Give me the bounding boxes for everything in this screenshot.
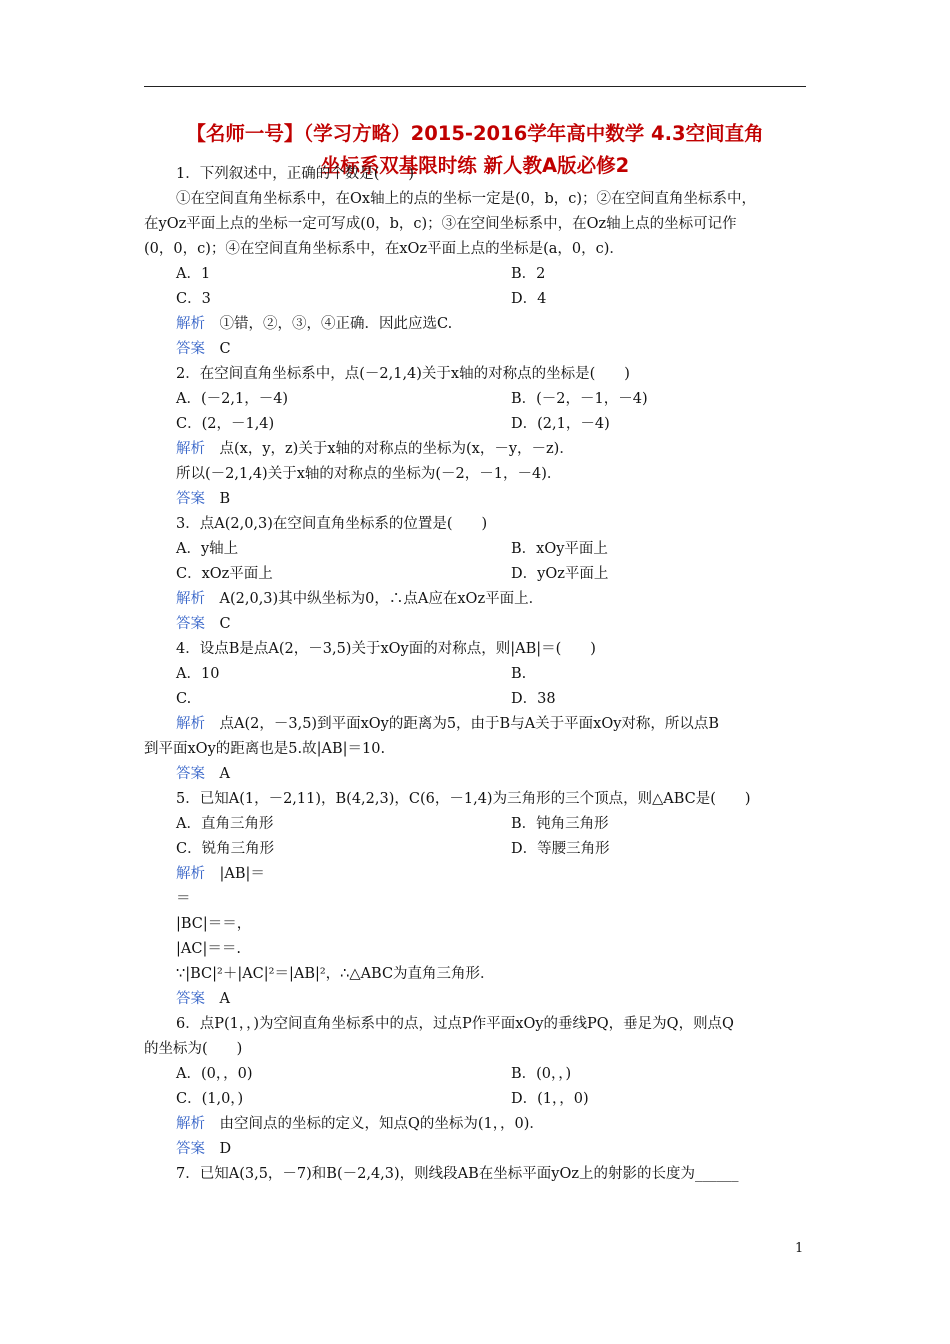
line-text: A．1 bbox=[176, 266, 211, 282]
line-text: 到平面xOy的距离也是5.故|AB|＝10. bbox=[144, 741, 386, 757]
text-line bbox=[176, 964, 495, 984]
analysis-label: 解析 bbox=[176, 316, 205, 332]
line-text: D．yOz平面上 bbox=[511, 566, 609, 582]
line-text: C bbox=[205, 341, 231, 357]
analysis-line bbox=[176, 314, 452, 334]
header-rule bbox=[144, 86, 806, 87]
text-line bbox=[176, 789, 751, 809]
title-line-2: 坐标系双基限时练 新人教A版必修2 bbox=[320, 154, 630, 177]
line-text: B．2 bbox=[511, 266, 546, 282]
text-line bbox=[511, 539, 608, 559]
text-line bbox=[511, 264, 545, 284]
answer-label: 答案 bbox=[176, 991, 205, 1007]
answer-label: 答案 bbox=[176, 491, 205, 507]
line-text: ＝ bbox=[176, 891, 191, 907]
text-line bbox=[176, 1164, 739, 1184]
line-text: 3．点A(2,0,3)在空间直角坐标系的位置是( ) bbox=[176, 516, 488, 532]
line-text: 所以(－2,1,4)关于x轴的对称点的坐标为(－2，－1，－4)． bbox=[176, 466, 562, 482]
analysis-label: 解析 bbox=[176, 866, 205, 882]
line-text: B．xOy平面上 bbox=[511, 541, 608, 557]
answer-line bbox=[176, 489, 230, 509]
line-text: A bbox=[205, 766, 230, 782]
answer-label: 答案 bbox=[176, 616, 205, 632]
line-text: B. bbox=[511, 666, 527, 682]
line-text: A．10 bbox=[176, 666, 220, 682]
line-text: |BC|＝＝， bbox=[176, 916, 252, 932]
text-line bbox=[176, 539, 238, 559]
line-text: D．4 bbox=[511, 291, 547, 307]
line-text: C．xOz平面上 bbox=[176, 566, 273, 582]
text-line bbox=[511, 664, 526, 684]
text-line bbox=[176, 514, 487, 534]
analysis-line bbox=[176, 439, 574, 459]
line-text: 7．已知A(3,5，－7)和B(－2,4,3)，则线段AB在坐标平面yOz上的射影的长度为______ bbox=[176, 1166, 739, 1182]
line-text: 5．已知A(1，－2,11)，B(4,2,3)，C(6，－1,4)为三角形的三个顶点，则△ABC是( ) bbox=[176, 791, 751, 807]
text-line bbox=[511, 839, 610, 859]
text-line bbox=[176, 189, 756, 209]
line-text: D．(1，，0) bbox=[511, 1091, 589, 1107]
line-text: D．等腰三角形 bbox=[511, 841, 610, 857]
line-text: A．(－2,1，－4) bbox=[176, 391, 289, 407]
title-line-1: 【名师一号】（学习方略）2015-2016学年高中数学 4.3空间直角 bbox=[186, 122, 764, 145]
text-line bbox=[176, 689, 191, 709]
text-line bbox=[176, 164, 414, 184]
text-line bbox=[511, 814, 609, 834]
text-line bbox=[511, 689, 556, 709]
line-text: A．直角三角形 bbox=[176, 816, 274, 832]
analysis-label: 解析 bbox=[176, 591, 205, 607]
text-line bbox=[176, 364, 630, 384]
line-text: B．(－2，－1，－4) bbox=[511, 391, 648, 407]
text-line bbox=[176, 1064, 253, 1084]
text-line bbox=[176, 814, 273, 834]
line-text: D．(2,1，－4) bbox=[511, 416, 610, 432]
line-text: 4．设点B是点A(2，－3,5)关于xOy面的对称点，则|AB|＝( ) bbox=[176, 641, 596, 657]
text-line bbox=[144, 214, 737, 234]
answer-line bbox=[176, 989, 230, 1009]
analysis-line bbox=[176, 1114, 544, 1134]
line-text: A．y轴上 bbox=[176, 541, 239, 557]
text-line bbox=[176, 289, 211, 309]
answer-label: 答案 bbox=[176, 766, 205, 782]
line-text: 2．在空间直角坐标系中，点(－2,1,4)关于x轴的对称点的坐标是( ) bbox=[176, 366, 630, 382]
text-line bbox=[176, 839, 274, 859]
line-text: B．(0，，) bbox=[511, 1066, 572, 1082]
text-line bbox=[176, 414, 274, 434]
line-text: ①在空间直角坐标系中，在Ox轴上的点的坐标一定是(0，b，c)；②在空间直角坐标系中， bbox=[176, 191, 757, 207]
text-line bbox=[176, 889, 191, 909]
answer-label: 答案 bbox=[176, 341, 205, 357]
line-text: ∵|BC|²＋|AC|²＝|AB|²，∴△ABC为直角三角形． bbox=[176, 966, 495, 982]
text-line bbox=[511, 564, 608, 584]
text-line bbox=[511, 289, 546, 309]
text-line bbox=[511, 414, 610, 434]
page-number: 1 bbox=[795, 1241, 804, 1256]
text-line bbox=[511, 389, 648, 409]
line-text: C．(2，－1,4) bbox=[176, 416, 275, 432]
text-line bbox=[176, 639, 596, 659]
line-text: 6．点P(1，，)为空间直角坐标系中的点，过点P作平面xOy的垂线PQ，垂足为Q，则点Q bbox=[176, 1016, 734, 1032]
line-text: |AC|＝＝. bbox=[176, 941, 241, 957]
text-line bbox=[176, 1089, 243, 1109]
answer-label: 答案 bbox=[176, 1141, 205, 1157]
analysis-line bbox=[176, 589, 543, 609]
line-text: 点(x，y，z)关于x轴的对称点的坐标为(x，－y，－z)． bbox=[205, 441, 574, 457]
text-line bbox=[176, 564, 273, 584]
analysis-label: 解析 bbox=[176, 1116, 205, 1132]
answer-line bbox=[176, 764, 230, 784]
line-text: C．锐角三角形 bbox=[176, 841, 275, 857]
text-line bbox=[176, 389, 288, 409]
answer-line bbox=[176, 614, 231, 634]
line-text: 点A(2，－3,5)到平面xOy的距离为5，由于B与A关于平面xOy对称，所以点B bbox=[205, 716, 720, 732]
analysis-label: 解析 bbox=[176, 716, 205, 732]
line-text: C bbox=[205, 616, 231, 632]
line-text: 由空间点的坐标的定义，知点Q的坐标为(1，，0)． bbox=[205, 1116, 544, 1132]
line-text: C．3 bbox=[176, 291, 211, 307]
answer-line bbox=[176, 339, 231, 359]
line-text: ①错，②，③，④正确．因此应选C. bbox=[205, 316, 453, 332]
line-text: A bbox=[205, 991, 230, 1007]
analysis-line bbox=[176, 864, 265, 884]
line-text: 的坐标为( ) bbox=[144, 1041, 243, 1057]
line-text: B．钝角三角形 bbox=[511, 816, 609, 832]
line-text: D．38 bbox=[511, 691, 556, 707]
text-line bbox=[144, 739, 385, 759]
text-line bbox=[176, 264, 210, 284]
line-text: 1．下列叙述中，正确的个数是( ) bbox=[176, 166, 415, 182]
text-line bbox=[511, 1089, 589, 1109]
text-line bbox=[511, 1064, 571, 1084]
text-line bbox=[176, 1014, 734, 1034]
analysis-line bbox=[176, 714, 719, 734]
line-text: |AB|＝ bbox=[205, 866, 265, 882]
answer-line bbox=[176, 1139, 231, 1159]
analysis-label: 解析 bbox=[176, 441, 205, 457]
line-text: B bbox=[205, 491, 231, 507]
text-line bbox=[176, 939, 241, 959]
line-text: A．(0，，0) bbox=[176, 1066, 253, 1082]
line-text: 在yOz平面上点的坐标一定可写成(0，b，c)；③在空间坐标系中，在Oz轴上点的坐标可记作 bbox=[144, 216, 737, 232]
line-text: (0，0，c)；④在空间直角坐标系中，在xOz平面上点的坐标是(a，0，c)． bbox=[144, 241, 624, 257]
text-line bbox=[176, 664, 219, 684]
line-text: C. bbox=[176, 691, 192, 707]
line-text: D bbox=[205, 1141, 232, 1157]
text-line bbox=[144, 1039, 242, 1059]
text-line bbox=[144, 239, 624, 259]
line-text: C．(1,0，) bbox=[176, 1091, 244, 1107]
text-line bbox=[176, 464, 561, 484]
line-text: A(2,0,3)其中纵坐标为0，∴点A应在xOz平面上． bbox=[205, 591, 544, 607]
text-line bbox=[176, 914, 251, 934]
